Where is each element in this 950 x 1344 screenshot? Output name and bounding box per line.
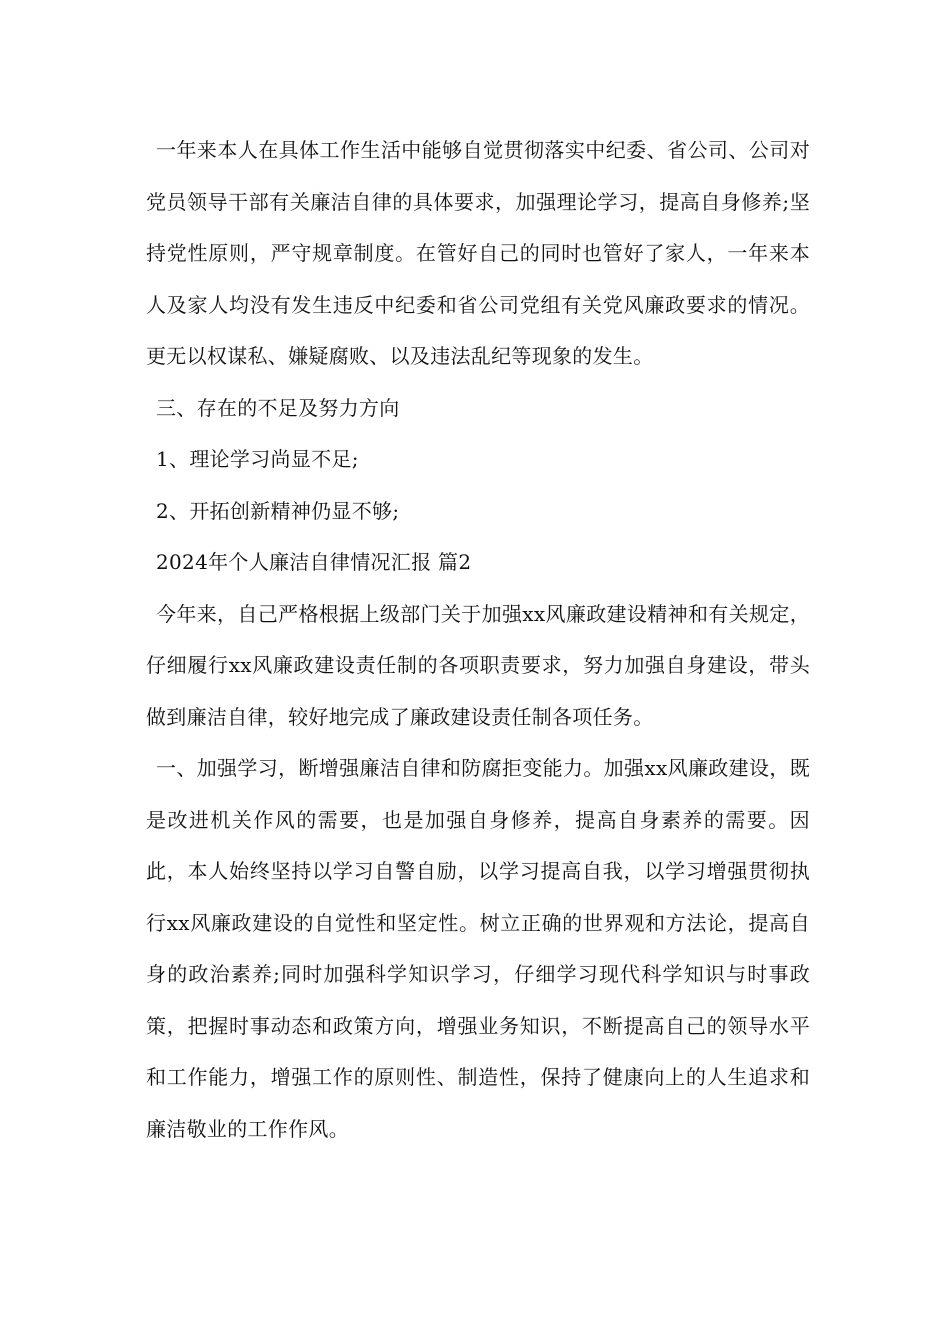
list-item-theory-study: 1、理论学习尚显不足; [156,447,359,471]
section-heading-shortcomings: 三、存在的不足及努力方向 [156,395,400,420]
document-body [146,125,810,1155]
paragraph-study: 一、加强学习，断增强廉洁自律和防腐拒变能力。加强xx风廉政建设，既是改进机关作风的需要，也是加强自身修养，提高自身素养的需要。因此，本人始终坚持以学习自警自励，以学习提高自我，以学习增强贯彻执行xx风廉政建设的自觉性和坚定性。树立正确的世界观和方法论，提高自身的政治素养;同时加强科学知识学习，仔细学习现代科学知识与时事政策，把握时事动态和政策方向，增强业务知识，不断提高自己的领导水平和工作能力，增强工作的原则性、制造性，保持了健康向上的人生追求和廉洁敬业的工作作风。 [146,756,810,1141]
list-item-innovation: 2、开拓创新精神仍显不够; [156,498,400,523]
article-title-part-2: 2024年个人廉洁自律情况汇报 篇2 [156,550,472,574]
paragraph-self-discipline: 一年来本人在具体工作生活中能够自觉贯彻落实中纪委、省公司、公司对党员领导干部有关廉洁自律的具体要求，加强理论学习，提高自身修养;坚持党性原则，严守规章制度。在管好自己的同时也管好了家人，一年来本人及家人均没有发生违反中纪委和省公司党组有关党风廉政要求的情况。更无以权谋私、嫌疑腐败、以及违法乱纪等现象的发生。 [146,138,810,368]
paragraph-intro-part-2: 今年来，自己严格根据上级部门关于加强xx风廉政建设精神和有关规定，仔细履行xx风廉政建设责任制的各项职责要求，努力加强自身建设，带头做到廉洁自律，较好地完成了廉政建设责任制各项任务。 [146,601,810,729]
